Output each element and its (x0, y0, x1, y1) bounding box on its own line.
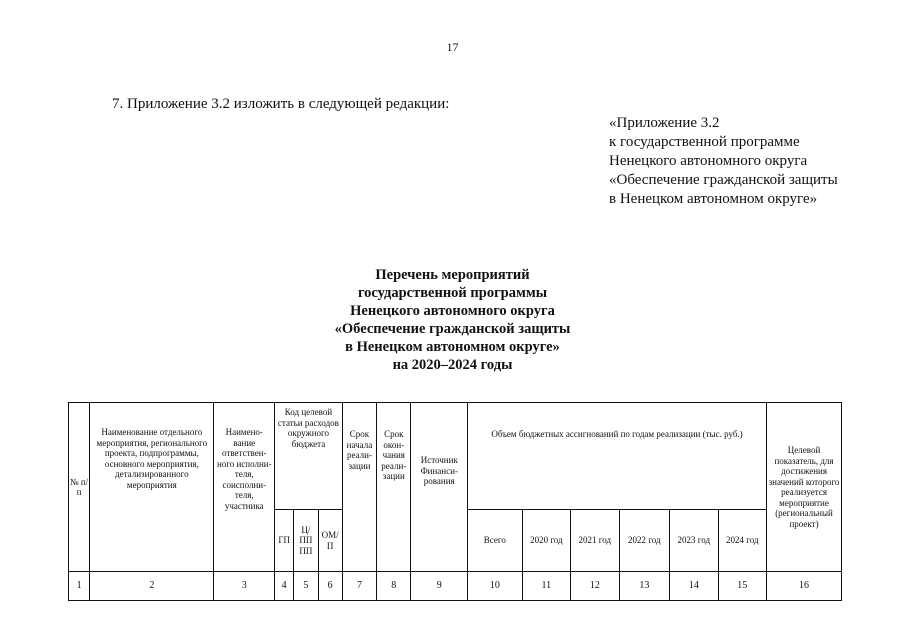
column-number: 12 (571, 572, 619, 601)
column-number: 13 (619, 572, 670, 601)
header-activity-name: Наименование отдельного мероприятия, регионального проекта, подпрограммы, основного мероприятия, детализированного мероприятия (90, 403, 214, 572)
header-responsible: Наимено-вание ответствен-ного исполни-теля, соисполни-теля, участника (214, 403, 275, 572)
column-number: 11 (522, 572, 570, 601)
column-number: 5 (294, 572, 318, 601)
title-line: государственной программы (357, 285, 548, 301)
header-code-om: ОМ/ П (318, 510, 342, 572)
appendix-line: «Приложение 3.2 (609, 115, 720, 131)
appendix-reference (609, 114, 838, 209)
column-number: 16 (767, 572, 842, 601)
header-year-2020: 2020 год (522, 510, 570, 572)
header-code-ppp: Ц/ПП ПП (294, 510, 318, 572)
column-number: 9 (411, 572, 468, 601)
amendment-item: 7. Приложение 3.2 изложить в следующей редакции: (112, 96, 450, 112)
column-number: 2 (90, 572, 214, 601)
title-line: Перечень мероприятий (375, 267, 530, 283)
header-num: № п/п (69, 403, 90, 572)
column-number: 10 (468, 572, 523, 601)
header-target-indicator: Целевой показатель, для достижения значений которого реализуется мероприятие (региональный проект) (767, 403, 842, 572)
header-code-gp: ГП (275, 510, 294, 572)
header-year-2024: 2024 год (718, 510, 766, 572)
column-number: 4 (275, 572, 294, 601)
header-year-2022: 2022 год (619, 510, 670, 572)
appendix-line: Ненецкого автономного округа (609, 153, 808, 169)
title-line: на 2020–2024 годы (392, 357, 513, 373)
activities-table (68, 402, 842, 601)
column-number: 6 (318, 572, 342, 601)
column-number: 15 (718, 572, 766, 601)
column-number: 3 (214, 572, 275, 601)
header-year-2023: 2023 год (670, 510, 718, 572)
header-year-2021: 2021 год (571, 510, 619, 572)
appendix-line: к государственной программе (609, 134, 800, 150)
header-funding-source: Источник Финанси-рования (411, 403, 468, 572)
header-end-date: Срок окон-чания реали-зации (377, 403, 411, 572)
column-number: 1 (69, 572, 90, 601)
header-budget-code: Код целевой статьи расходов окружного бюджета (275, 403, 343, 510)
column-number: 8 (377, 572, 411, 601)
document-title (0, 266, 905, 374)
appendix-line: в Ненецком автономном округе» (609, 191, 818, 207)
title-line: «Обеспечение гражданской защиты (334, 321, 571, 337)
title-line: Ненецкого автономного округа (350, 303, 555, 319)
title-line: в Ненецком автономном округе» (345, 339, 560, 355)
column-number: 14 (670, 572, 718, 601)
header-total: Всего (468, 510, 523, 572)
column-number-row (69, 572, 842, 601)
header-budget-volume: Объем бюджетных ассигнований по годам реализации (тыс. руб.) (468, 403, 767, 510)
appendix-line: «Обеспечение гражданской защиты (609, 172, 838, 188)
column-number: 7 (342, 572, 376, 601)
page-number: 17 (446, 40, 459, 54)
header-start-date: Срок начала реали-зации (342, 403, 376, 572)
